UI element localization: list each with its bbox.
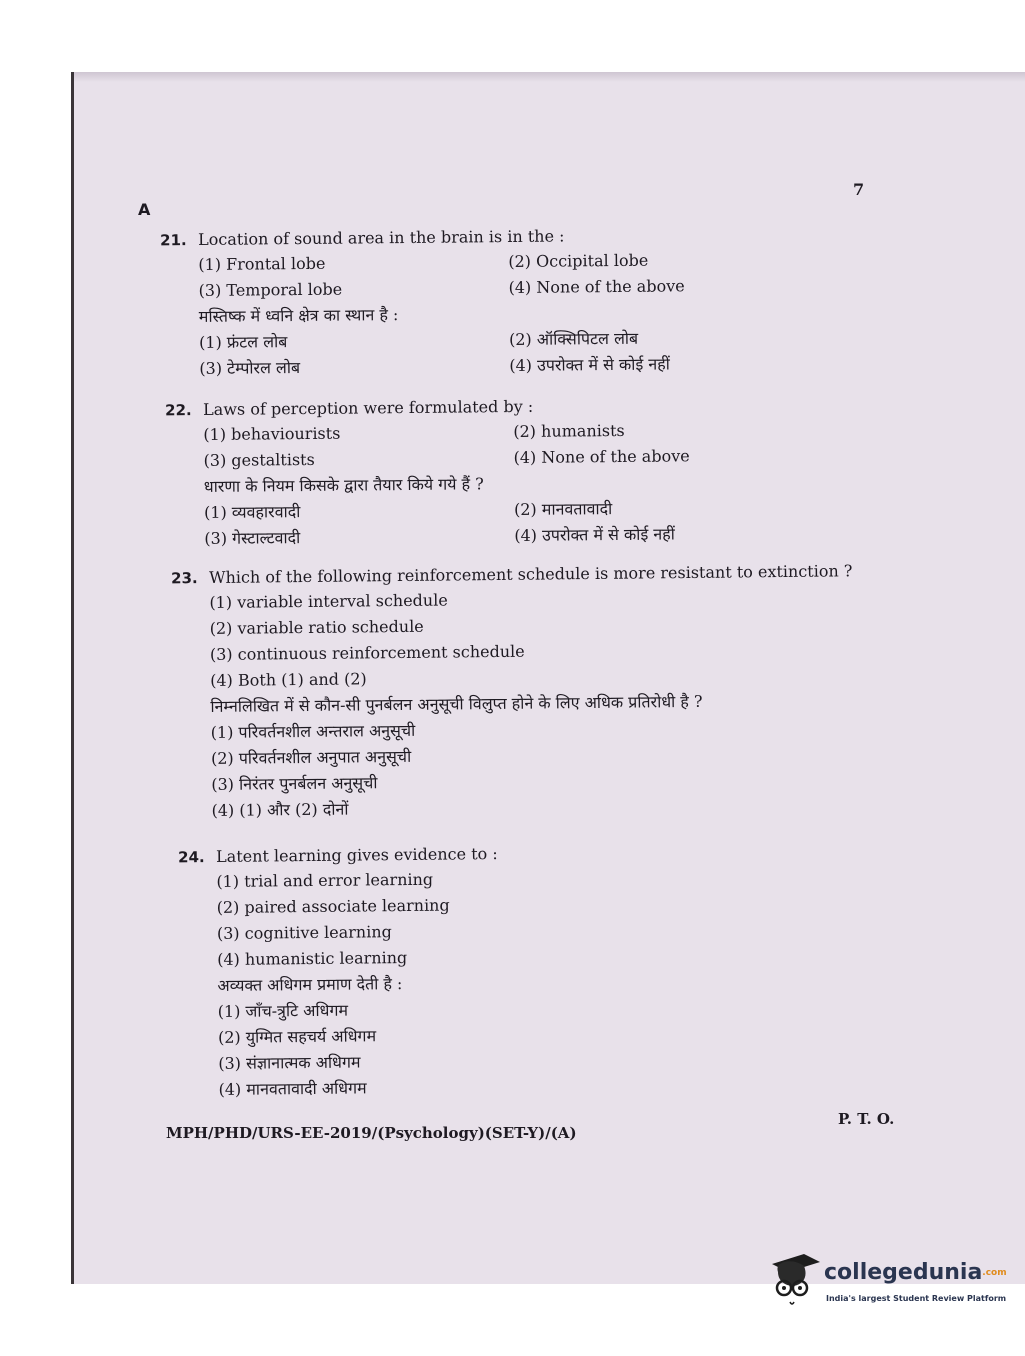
question-text: 23. Which of the following reinforcement schedule is more resistant to extinction ? bbox=[209, 559, 852, 590]
option: (1) जाँच-त्रुटि अधिगम bbox=[217, 1000, 349, 1021]
option: (3) टेम्पोरल लोब bbox=[199, 358, 301, 378]
hindi-options bbox=[211, 713, 855, 824]
question-21 bbox=[160, 221, 889, 382]
options bbox=[203, 415, 893, 474]
hindi-question-text: धारणा के नियम किसके द्वारा तैयार किये गये हैं ? bbox=[203, 474, 484, 496]
option: (4) None of the above bbox=[508, 276, 685, 298]
options bbox=[209, 583, 853, 694]
option: (2) युग्मित सहचर्य अधिगम bbox=[217, 1026, 377, 1047]
options bbox=[216, 866, 499, 973]
option: (3) संज्ञानात्मक अधिगम bbox=[218, 1052, 361, 1073]
options bbox=[198, 245, 888, 304]
question-22 bbox=[165, 391, 894, 552]
option: (4) उपरोक्त में से कोई नहीं bbox=[509, 354, 670, 376]
paper-code: MPH/PHD/URS-EE-2019/(Psychology)(SET-Y)/(A) bbox=[166, 1124, 577, 1142]
option: (1) व्यवहारवादी bbox=[204, 502, 301, 522]
option: (4) (1) और (2) दोनों bbox=[211, 799, 349, 820]
option: (4) Both (1) and (2) bbox=[210, 669, 367, 690]
question-text: 22. Laws of perception were formulated by : bbox=[203, 391, 893, 422]
question-number: 24. bbox=[178, 848, 205, 867]
question-24 bbox=[178, 842, 500, 1103]
option: (1) फ्रंटल लोब bbox=[199, 332, 288, 352]
option: (2) परिवर्तनशील अनुपात अनुसूची bbox=[210, 746, 412, 768]
brand-suffix: .com bbox=[982, 1268, 1007, 1278]
option: (3) gestaltists bbox=[203, 449, 315, 470]
brand-tagline: India's largest Student Review Platform bbox=[826, 1294, 1007, 1303]
option: (4) None of the above bbox=[513, 446, 690, 468]
hindi-options bbox=[199, 323, 889, 382]
option: (2) humanists bbox=[513, 420, 625, 442]
question-23 bbox=[171, 559, 855, 824]
hindi-options bbox=[218, 996, 501, 1103]
option: (2) paired associate learning bbox=[216, 895, 450, 917]
option: (2) Occipital lobe bbox=[508, 250, 649, 272]
hindi-question-text: अव्यक्त अधिगम प्रमाण देती है : bbox=[217, 974, 403, 995]
mascot-icon bbox=[764, 1250, 822, 1310]
option: (2) ऑक्सिपिटल लोब bbox=[508, 328, 639, 350]
option: (4) उपरोक्त में से कोई नहीं bbox=[514, 524, 675, 546]
option: (3) Temporal lobe bbox=[198, 279, 343, 300]
set-letter: A bbox=[138, 200, 151, 219]
question-number: 21. bbox=[160, 231, 187, 250]
hindi-question-text: निम्नलिखित में से कौन-सी पुनर्बलन अनुसूची विलुप्त होने के लिए अधिक प्रतिरोधी है ? bbox=[210, 691, 703, 716]
page-number: 7 bbox=[853, 180, 865, 199]
brand-name: collegedunia.com bbox=[824, 1260, 1007, 1285]
hindi-question-text: मस्तिष्क में ध्वनि क्षेत्र का स्थान है : bbox=[198, 305, 399, 326]
option: (3) निरंतर पुनर्बलन अनुसूची bbox=[211, 773, 378, 794]
question-text: 21. Location of sound area in the brain is in the : bbox=[198, 221, 888, 252]
option: (1) Frontal lobe bbox=[198, 253, 326, 274]
question-number: 23. bbox=[171, 569, 198, 588]
option: (1) trial and error learning bbox=[216, 869, 434, 891]
option: (4) मानवतावादी अधिगम bbox=[218, 1078, 367, 1099]
question-number: 22. bbox=[165, 401, 192, 420]
option: (1) behaviourists bbox=[203, 423, 341, 444]
option: (1) variable interval schedule bbox=[209, 590, 448, 612]
question-text: 24. Latent learning gives evidence to : bbox=[216, 842, 498, 869]
option: (4) humanistic learning bbox=[217, 948, 408, 969]
option: (3) cognitive learning bbox=[216, 922, 392, 943]
option: (3) गेस्टाल्टवादी bbox=[204, 528, 301, 548]
option: (2) मानवतावादी bbox=[513, 499, 613, 520]
option: (2) variable ratio schedule bbox=[209, 616, 424, 638]
option: (3) continuous reinforcement schedule bbox=[209, 641, 525, 664]
pto-label: P. T. O. bbox=[838, 1110, 895, 1128]
collegedunia-watermark bbox=[764, 1250, 1007, 1310]
option: (1) परिवर्तनशील अन्तराल अनुसूची bbox=[210, 720, 416, 742]
hindi-options bbox=[204, 493, 894, 552]
